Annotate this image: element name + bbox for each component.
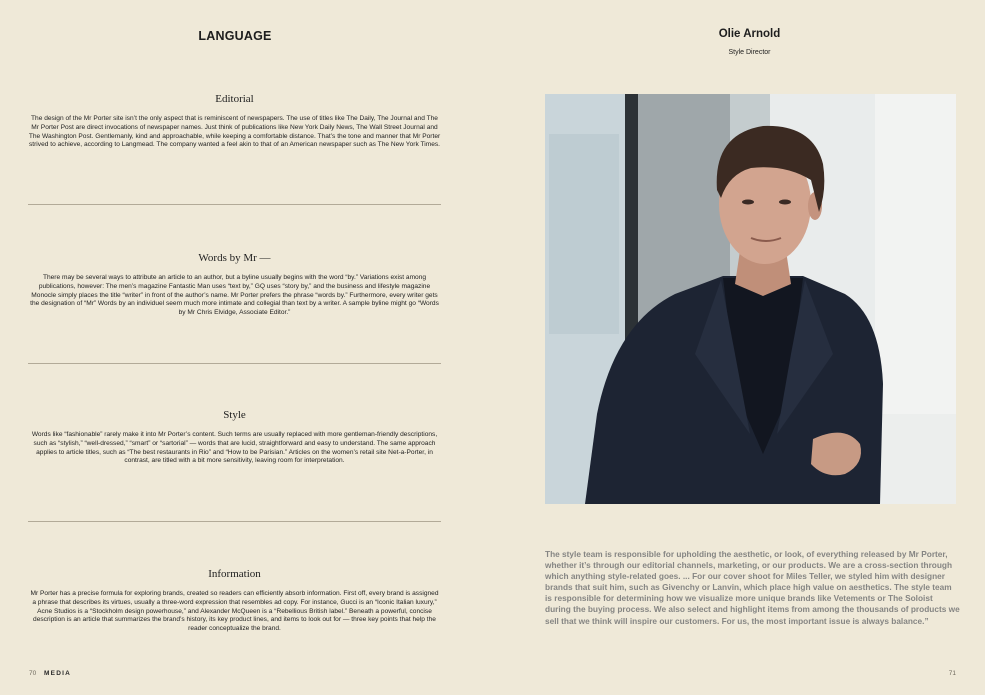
section-words-by (28, 252, 441, 318)
page-number: 71 (948, 670, 956, 677)
portrait-illustration (545, 94, 956, 504)
person-name: Olie Arnold (718, 28, 781, 40)
left-page (0, 0, 470, 695)
divider (28, 521, 441, 522)
section-body: There may be several ways to attribute an article to an author, but a byline usually begins with the word “by.” Variations exist among publications, however: The men’s magazine Fantastic Man uses “text by,” GQ uses “story by,” and the business and lifestyle magazine Monocle simply places the title “writer” in front of the author’s name. Mr Porter prefers the phrase “words by.” Furthermore, every writer gets the designation of “Mr” Words by an individuel seem much more intimate and collegial than text by a writer. A sample byline might go “Words by Mr Chris Elvidge, Associate Editor.” (30, 274, 439, 317)
section-body: Words like “fashionable” rarely make it into Mr Porter’s content. Such terms are usually replaced with more gentleman-friendly descriptions, such as “stylish,” “well-dressed,” “smart” or “sartorial” — words that are lucid, straightforward and easy to understand. The same approach applies to article titles, such as “The best restaurants in Rio” and “How to be Parisian.” Articles on the women’s retail site Net-a-Porter, in contrast, are titled with a bit more sensitivity, leaving room for interpretation. (31, 431, 438, 465)
page-number: 70 (29, 670, 37, 677)
divider (28, 363, 441, 364)
section-style (28, 409, 441, 466)
section-heading: Information (208, 568, 261, 580)
portrait-photo (545, 94, 956, 504)
folio-label: MEDIA (44, 670, 71, 677)
section-heading: Words by Mr — (198, 252, 271, 264)
right-page (492, 0, 985, 695)
folio-left (29, 670, 71, 677)
section-heading: Style (223, 409, 246, 421)
divider (28, 204, 441, 205)
page-header: LANGUAGE (198, 29, 272, 43)
section-editorial (28, 93, 441, 150)
section-heading: Editorial (215, 93, 254, 105)
pull-quote: The style team is responsible for upholding the aesthetic, or look, of everything released by Mr Porter, whether it’s through our editorial channels, marketing, or our products. We are a cross-section through which anything style-related goes. ... For our cover shoot for Miles Teller, we styled him with designer brands that suit him, such as Givenchy or Lanvin, which place high value on aesthetics. The style team is responsible for determining how we visualize more unique brands like Vetements or The Soloist during the buying process. We also select and highlight items from among the thousands of products we sell that we think will inspire our customers. For us, the most important issue is always balance.” (545, 549, 960, 626)
section-body: The design of the Mr Porter site isn’t the only aspect that is reminiscent of newspapers. The use of titles like The Daily, The Journal and The Mr Porter Post are direct invocations of newspaper names. Just think of publications like New York Daily News, The Wall Street Journal and The Washington Post. Gentlemanly, kind and approachable, while keeping a comfortable distance. That’s the tone and manner that Mr Porter strived to achieve, according to Langmead. The company wanted a feel akin to that of an American newspaper such as The New York Times. (28, 115, 441, 149)
person-role: Style Director (728, 49, 771, 56)
section-body: Mr Porter has a precise formula for exploring brands, created so readers can efficiently absorb information. First off, every brand is assigned a phrase that describes its virtues, usually a three-word expression that resembles ad copy. For instance, Gucci is an “Iconic Italian luxury,” Acne Studios is a “Stockholm design powerhouse,” and Alexander McQueen is a “Rebellious British label.” Beneath a powerful, concise description is an article that summarizes the brand’s history, its key product lines, and items to look out for — three key points that help the reader conceptualize the brand. (30, 590, 439, 633)
section-information (28, 568, 441, 634)
